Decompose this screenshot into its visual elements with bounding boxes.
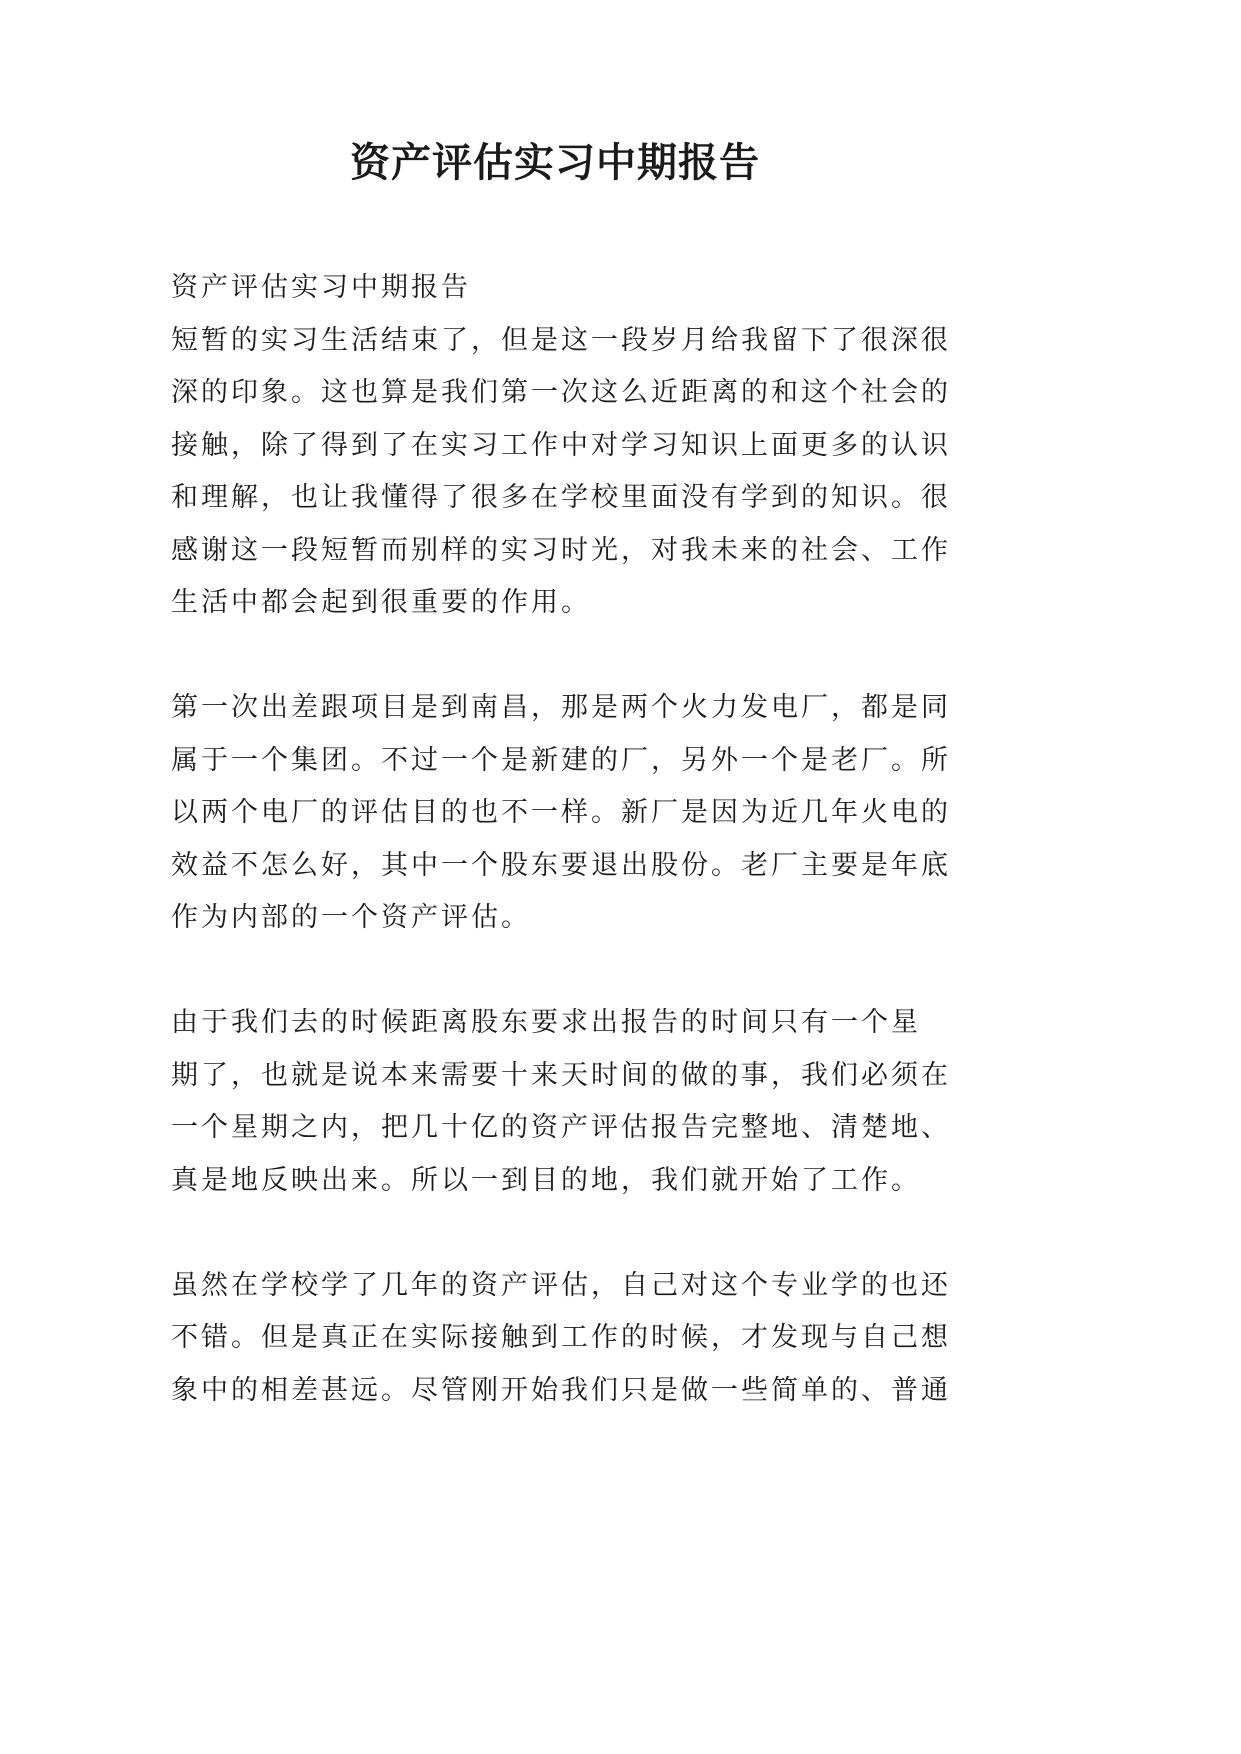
paragraph-3 <box>171 997 951 1207</box>
paragraph-line: 由于我们去的时候距离股东要求出报告的时间只有一个星 <box>171 1007 921 1038</box>
paragraph-2 <box>171 682 951 945</box>
paragraph-1 <box>171 315 951 630</box>
paragraph-line: 深的印象。这也算是我们第一次这么近距离的和这个社会的 <box>171 377 951 408</box>
paragraph-line: 效益不怎么好，其中一个股东要退出股份。老厂主要是年底 <box>171 849 951 881</box>
document-title: 资产评估实习中期报告 <box>350 139 760 186</box>
paragraph-spacer <box>171 945 943 998</box>
paragraph-line: 期了，也就是说本来需要十来天时间的做的事，我们必须在 <box>171 1059 951 1091</box>
paragraph-line: 感谢这一段短暂而别样的实习时光，对我未来的社会、工作 <box>171 534 951 566</box>
paragraph-line: 属于一个集团。不过一个是新建的厂，另外一个是老厂。所 <box>171 744 951 776</box>
paragraph-line: 和理解，也让我懂得了很多在学校里面没有学到的知识。很 <box>171 482 951 513</box>
paragraph-line: 第一次出差跟项目是到南昌，那是两个火力发电厂，都是同 <box>171 692 951 723</box>
paragraph-line: 接触，除了得到了在实习工作中对学习知识上面更多的认识 <box>171 429 951 461</box>
paragraph-line: 短暂的实习生活结束了，但是这一段岁月给我留下了很深很 <box>171 324 951 356</box>
paragraph-spacer <box>171 630 943 683</box>
paragraph-line: 一个星期之内，把几十亿的资产评估报告完整地、清楚地、 <box>171 1112 951 1143</box>
paragraph-spacer <box>171 1207 943 1260</box>
paragraph-line: 生活中都会起到很重要的作用。 <box>171 587 591 618</box>
paragraph-line: 虽然在学校学了几年的资产评估，自己对这个专业学的也还 <box>171 1269 951 1301</box>
paragraph-line: 以两个电厂的评估目的也不一样。新厂是因为近几年火电的 <box>171 797 951 828</box>
paragraph-line: 不错。但是真正在实际接触到工作的时候，才发现与自己想 <box>171 1322 951 1353</box>
paragraph-4 <box>171 1260 951 1418</box>
paragraph-line: 作为内部的一个资产评估。 <box>171 902 531 933</box>
document-subtitle: 资产评估实习中期报告 <box>171 272 471 303</box>
document-body <box>171 262 951 1417</box>
paragraph-line: 象中的相差甚远。尽管刚开始我们只是做一些简单的、普通 <box>171 1374 951 1406</box>
paragraph-line: 真是地反映出来。所以一到目的地，我们就开始了工作。 <box>171 1164 921 1196</box>
